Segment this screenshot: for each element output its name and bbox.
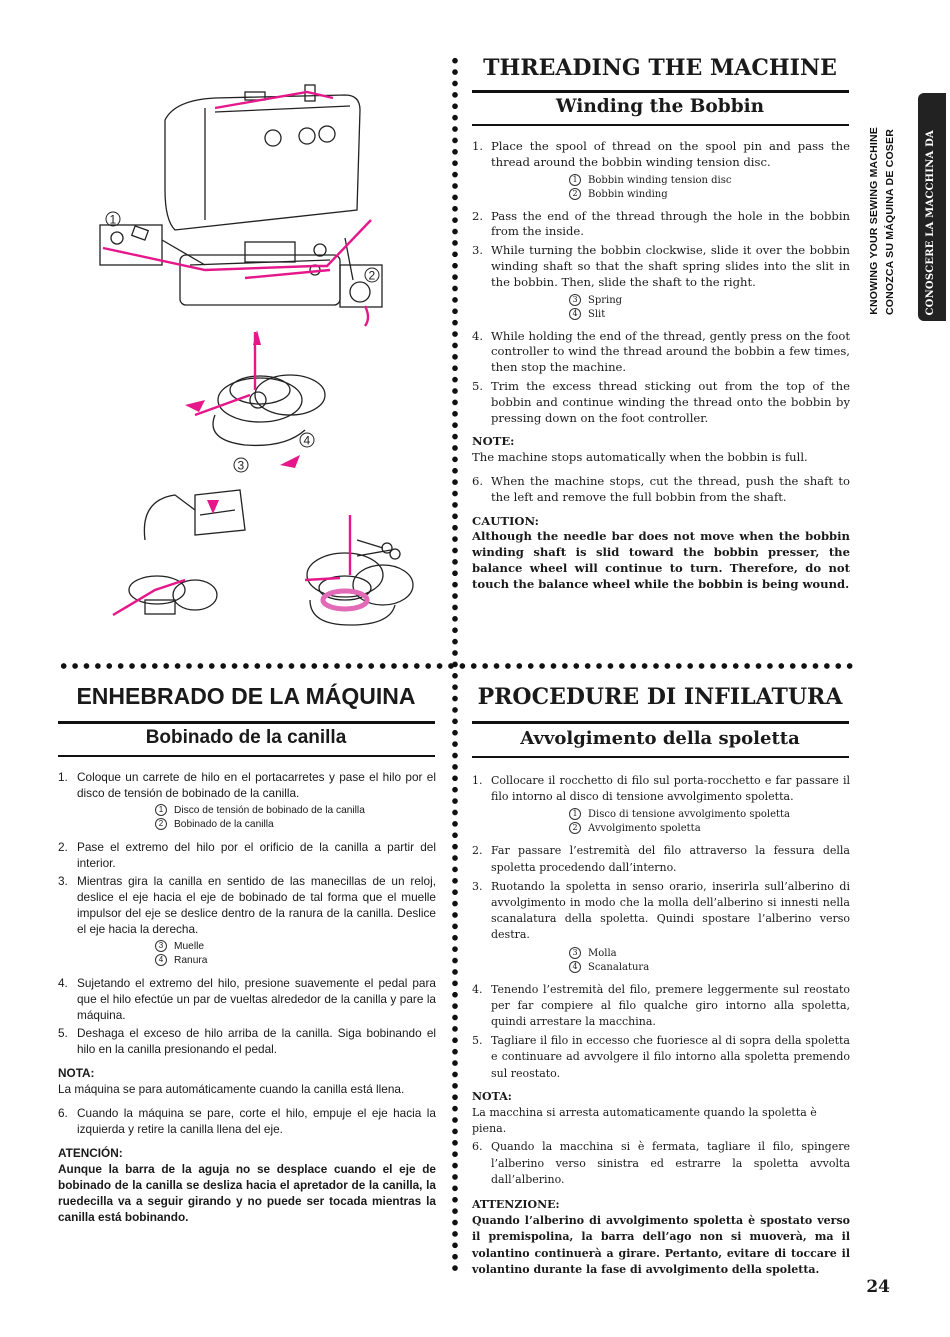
italian-step-1: 1. Collocare il rocchetto di filo sul porta-rocchetto e far passare il filo intorno al disco di tensione avvolgimento spoletta. 1 Disco di tensione avvolgimento spoletta 2 Avvolgimento spoletta	[472, 774, 850, 835]
italian-legend-a: 1 Disco di tensione avvolgimento spoletta 2 Avvolgimento spoletta	[491, 808, 850, 836]
english-step-6: 6. When the machine stops, cut the thread, push the shaft to the left and remove the full bobbin from the shaft.	[472, 473, 850, 504]
english-legend-a: 1 Bobbin winding tension disc 2 Bobbin winding	[491, 174, 850, 202]
spanish-step-2: 2. Pase el extremo del hilo por el orificio de la canilla a partir del interior.	[58, 840, 436, 870]
spanish-legend-a: 1 Disco de tensión de bobinado de la canilla 2 Bobinado de la canilla	[77, 804, 436, 832]
english-subtitle: Winding the Bobbin	[555, 96, 765, 117]
english-title-rule	[472, 90, 849, 93]
finger-outline	[144, 495, 195, 540]
italian-legend-b: 3 Molla 4 Scanalatura	[491, 947, 850, 975]
italian-title: PROCEDURE DI INFILATURA	[477, 684, 843, 710]
spanish-subtitle-rule	[58, 755, 435, 757]
side-tab-line-1: KNOWING YOUR SEWING MACHINE	[868, 127, 880, 315]
english-body	[472, 139, 850, 593]
italian-step-3: 3. Ruotando la spoletta in senso orario, inserirla sull’alberino di avvolgimento in modo che la molla dell’alberino si innesti nella scanalatura della spoletta. Quindi spostare l’alberino verso destra. 3 Molla 4 Scanalatura	[472, 879, 850, 973]
italian-step-2: 2. Far passare l’estremità del filo attraverso la fessura della spoletta procedendo dall’interno.	[472, 844, 850, 874]
spanish-step-4: 4. Sujetando el extremo del hilo, presione suavemente el pedal para que el hilo efectúe un par de vueltas alrededor de la canilla y pare la máquina.	[58, 976, 436, 1022]
italian-step-5: 5. Tagliare il filo in eccesso che fuoriesce al di sopra della spoletta e continuare ad avvolgere il filo intorno alla spoletta premendo sul reostato.	[472, 1034, 850, 1080]
english-step-5: 5. Trim the excess thread sticking out from the top of the bobbin and continue winding the thread onto the bobbin by pressing down on the foot controller.	[472, 378, 850, 425]
bobbin-winding-illustration	[95, 70, 445, 640]
english-note: NOTE: The machine stops automatically when the bobbin is full.	[472, 434, 808, 465]
horizontal-dotted-divider	[58, 662, 854, 670]
italian-note: NOTA: La macchina si arresta automaticamente quando la spoletta è piena.	[472, 1089, 817, 1136]
english-legend-b: 3 Spring 4 Slit	[491, 294, 850, 322]
italian-subtitle: Avvolgimento della spoletta	[520, 728, 800, 749]
section-side-tab	[868, 93, 946, 321]
spanish-steps	[58, 769, 436, 1057]
italian-body	[472, 773, 850, 1278]
spanish-subtitle: Bobinado de la canilla	[145, 727, 347, 748]
english-title: THREADING THE MACHINE	[483, 55, 837, 81]
english-step-1: 1. Place the spool of thread on the spool pin and pass the thread around the bobbin winding tension disc. 1 Bobbin winding tension disc 2 Bobbin winding	[472, 139, 850, 200]
spanish-body	[58, 769, 436, 1225]
callout-4-text: 4	[303, 433, 311, 448]
callout-2-text: 2	[368, 268, 376, 283]
spanish-step-1: 1. Coloque un carrete de hilo en el portacarretes y pase el hilo por el disco de tensión de bobinado de la canilla. 1 Disco de tensión de bobinado de la canilla 2 Bobinado de la canilla	[58, 770, 436, 830]
english-step-3: 3. While turning the bobbin clockwise, slide it over the bobbin winding shaft so that the shaft spring slides into the slit in the bobbin. Then, slide the shaft to the right. 3 Spring 4 Slit	[472, 243, 850, 320]
side-tab-black-block	[918, 93, 946, 321]
callout-3-text: 3	[237, 458, 245, 473]
english-step-2: 2. Pass the end of the thread through the hole in the bobbin from the inside.	[472, 208, 850, 239]
english-subtitle-rule	[472, 124, 849, 126]
english-step-4: 4. While holding the end of the thread, gently press on the foot controller to wind the thread around the bobbin a few times, then stop the machine.	[472, 328, 850, 375]
spanish-step-5: 5. Deshaga el exceso de hilo arriba de la canilla. Siga bobinando el hilo en la canilla presionando el pedal.	[58, 1026, 436, 1056]
side-tab-line-3: CONOSCERE LA MACCHINA DA	[925, 129, 936, 315]
spanish-title: ENHEBRADO DE LA MÁQUINA	[76, 683, 416, 709]
italian-step-4: 4. Tenendo l’estremità del filo, premere leggermente sul reostato per far compiere al filo qualche giro intorno alla spoletta, quindi arrestare la macchina.	[472, 982, 850, 1029]
italian-caution: ATTENZIONE: Quando l’alberino di avvolgimento spoletta è spostato verso il premispolina, la barra dell’ago non si muoverà, ma il volantino continuerà a girare. Pertanto, evitare di toccare il volantino durante la fase di avvolgimento della spoletta.	[472, 1198, 850, 1276]
spanish-title-rule	[58, 721, 435, 724]
callout-1-text: 1	[109, 212, 117, 227]
machine-body-outline	[165, 95, 360, 230]
italian-title-rule	[472, 721, 849, 724]
english-steps	[472, 139, 850, 426]
page-number: 24	[866, 1277, 890, 1297]
side-tab-line-2: CONOZCA SU MÁQUINA DE COSER	[884, 128, 896, 315]
italian-subtitle-rule	[472, 756, 849, 758]
english-caution: CAUTION: Although the needle bar does not move when the bobbin winding shaft is slid toward the bobbin presser, the balance wheel will continue to turn. Therefore, do not touch the balance wheel while the bobbin is being wound.	[472, 513, 850, 591]
spanish-caution: ATENCIÓN: Aunque la barra de la aguja no se desplace cuando el eje de bobinado de la canilla se desliza hacia el apretador de la canilla, la ruedecilla va a seguir girando y no puede ser tocada mientras la canilla está bobinando.	[58, 1146, 436, 1224]
spanish-step-6: 6. Cuando la máquina se pare, corte el hilo, empuje el eje hacia la izquierda y retire la canilla llena del eje.	[58, 1106, 436, 1136]
spanish-legend-b: 3 Muelle 4 Ranura	[77, 940, 436, 968]
italian-step-6: 6. Quando la macchina si è fermata, tagliare il filo, spingere l’alberino verso sinistra ed estrarre la spoletta avvolta dall’alberino.	[472, 1140, 850, 1186]
italian-steps	[472, 773, 850, 1082]
spanish-note: NOTA: La máquina se para automáticamente cuando la canilla está llena.	[58, 1066, 405, 1096]
spanish-step-3: 3. Mientras gira la canilla en sentido de las manecillas de un reloj, deslice el eje hacia el eje de bobinado de tal forma que el muelle impulsor del eje se deslice dentro de la ranura de la canilla. Deslice el eje hacia la derecha. 3 Muelle 4 Ranura	[58, 874, 436, 966]
